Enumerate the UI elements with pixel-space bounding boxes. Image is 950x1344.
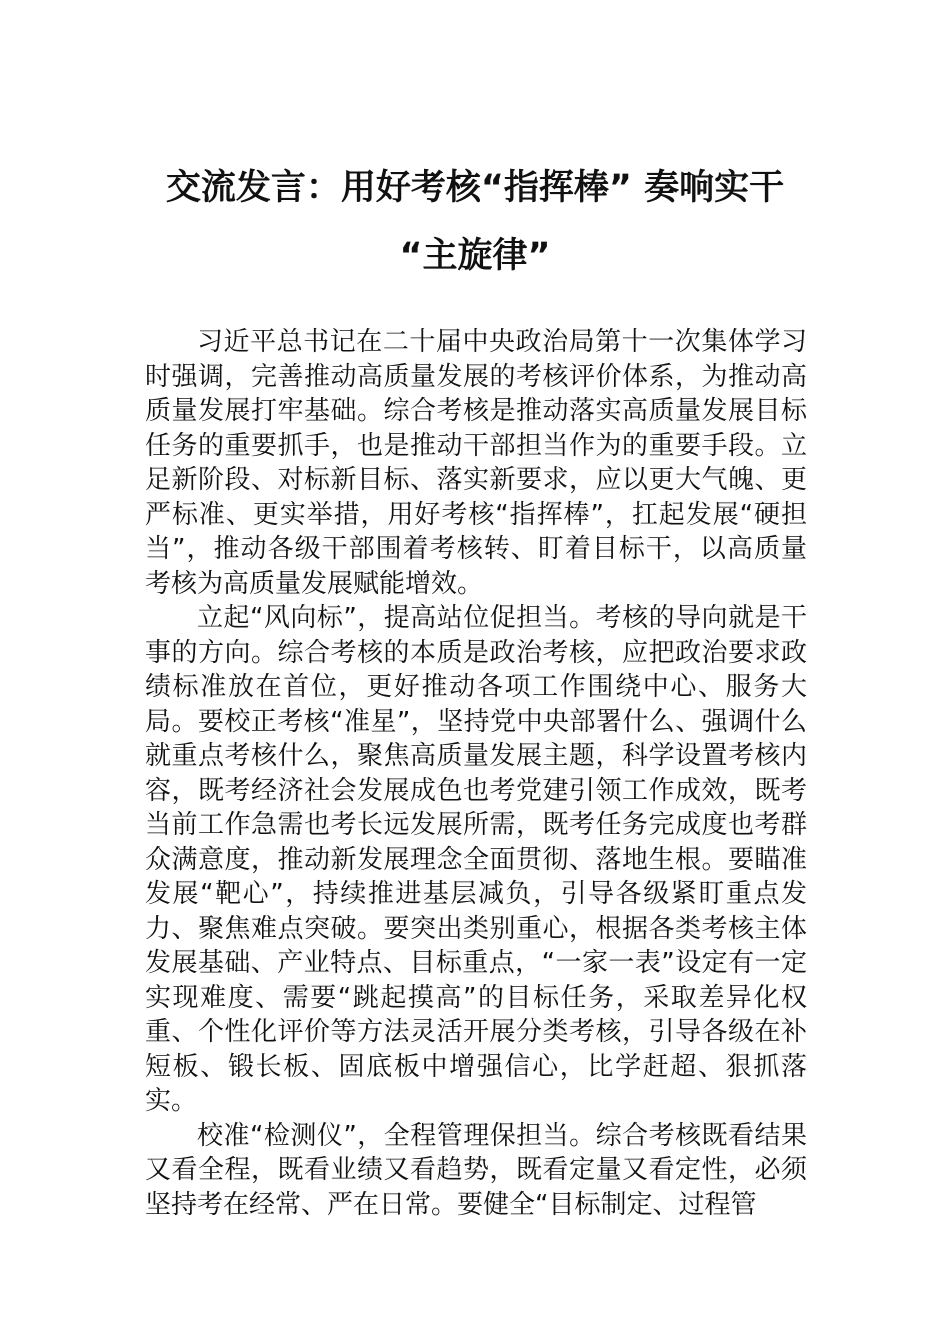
paragraph: 校准“检测仪”，全程管理保担当。综合考核既看结果又看全程，既看业绩又看趋势，既看定量又看定性，必须坚持考在经常、严在日常。要健全“目标制定、过程管 [145,1120,807,1220]
paragraph: 习近平总书记在二十届中央政治局第十一次集体学习时强调，完善推动高质量发展的考核评价体系，为推动高质量发展打牢基础。综合考核是推动落实高质量发展目标任务的重要抓手，也是推动干部担当作为的重要手段。立足新阶段、对标新目标、落实新要求，应以更大气魄、更严标准、更实举措，用好考核“指挥棒”，扛起发展“硬担当”，推动各级干部围着考核转、盯着目标干，以高质量考核为高质量发展赋能增效。 [145,327,807,599]
document-body [145,325,807,1222]
document-title-line-2: “主旋律” [399,236,551,276]
paragraph: 立起“风向标”，提高站位促担当。考核的导向就是干事的方向。综合考核的本质是政治考核，应把政治要求政绩标准放在首位，更好推动各项工作围绕中心、服务大局。要校正考核“准星”，坚持党中央部署什么、强调什么就重点考核什么，聚焦高质量发展主题，科学设置考核内容，既考经济社会发展成色也考党建引领工作成效，既考当前工作急需也考长远发展所需，既考任务完成度也考群众满意度，推动新发展理念全面贯彻、落地生根。要瞄准发展“靶心”，持续推进基层减负，引导各级紧盯重点发力、聚焦难点突破。要突出类别重心，根据各类考核主体发展基础、产业特点、目标重点，“一家一表”设定有一定实现难度、需要“跳起摸高”的目标任务，采取差异化权重、个性化评价等方法灵活开展分类考核，引导各级在补短板、锻长板、固底板中增强信心，比学赶超、狠抓落实。 [145,603,807,1116]
document-title-line-1: 交流发言：用好考核“指挥棒” 奏响实干 [165,168,785,208]
